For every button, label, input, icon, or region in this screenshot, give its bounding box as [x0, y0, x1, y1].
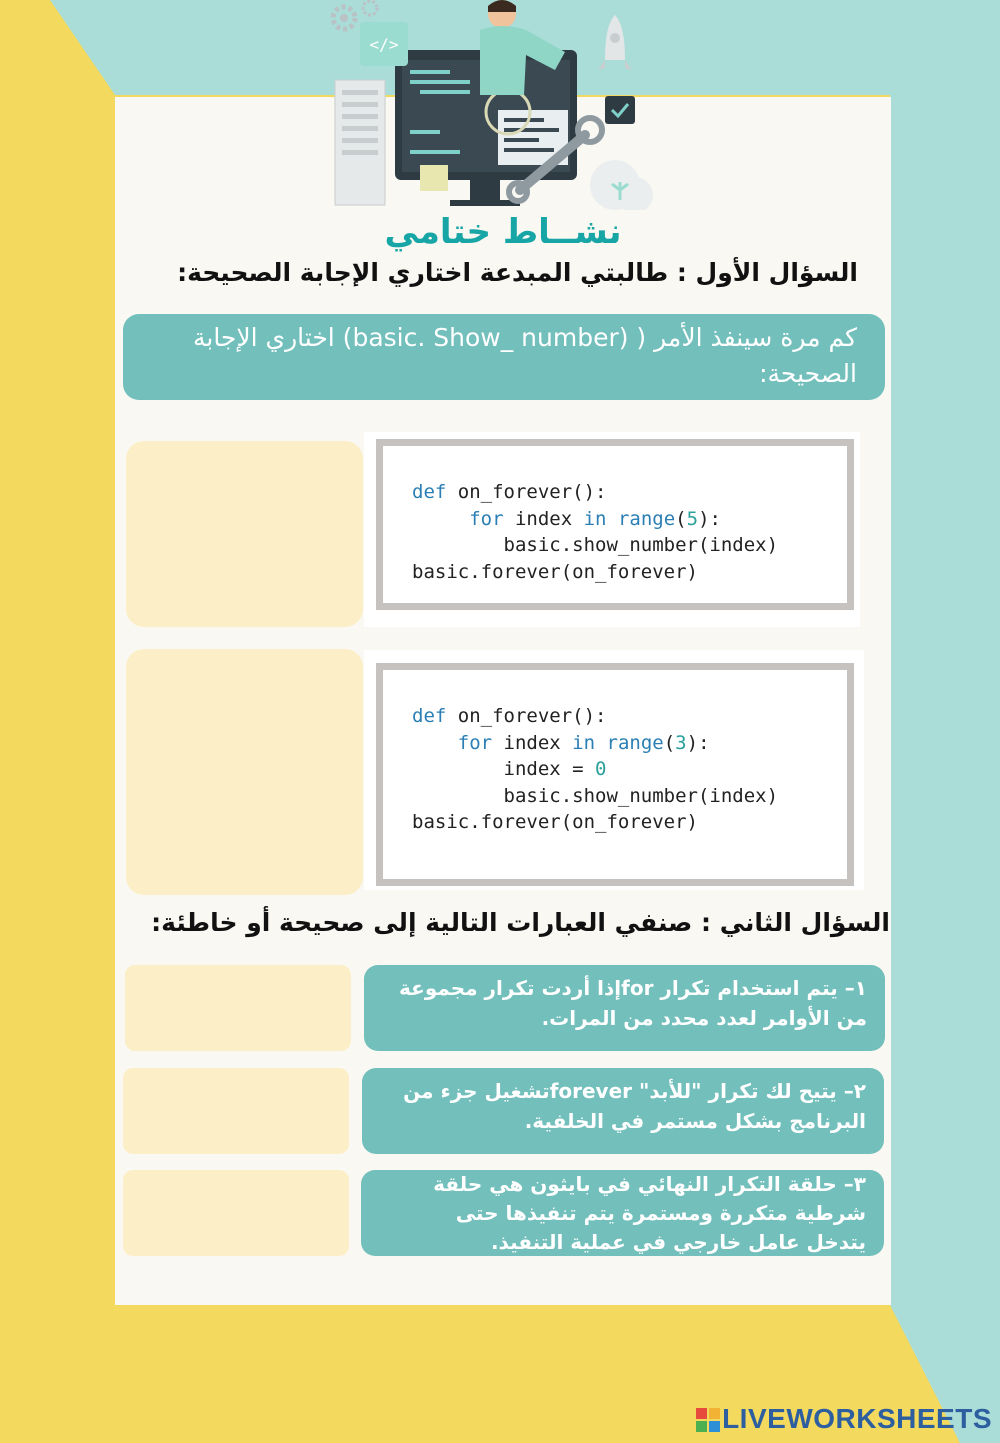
developer-illustration [330, 0, 660, 210]
answer-input-2[interactable] [126, 649, 363, 895]
checkmark-icon [605, 96, 635, 124]
liveworksheets-logo-icon [696, 1408, 720, 1432]
statement-3-box [361, 1170, 884, 1256]
code-block-2-text [412, 703, 778, 836]
statement-3: ٣– حلقة التكرار النهائي في بايثون هي حلقة شرطية متكررة ومستمرة يتم تنفيذها حتى يتدخل عامل خارجي في عملية التنفيذ. [433, 1172, 866, 1254]
page-title: نشــاط ختامي [384, 212, 622, 252]
code-line: def on_forever(): [412, 481, 607, 503]
code-line: basic.show_number(index) [412, 784, 779, 807]
statement-2: ٢– يتيح لك تكرار "للأبد" foreverتشغيل جزء من البرنامج بشكل مستمر في الخلفية. [403, 1079, 866, 1133]
code-line: basic.show_number(index) [412, 534, 779, 556]
code-window-icon [360, 22, 408, 66]
question1-prompt-box [123, 314, 885, 400]
svg-text:</>: </> [369, 35, 399, 54]
code-line: basic.forever(on_forever) [412, 811, 698, 833]
code-line: basic.forever(on_forever) [412, 560, 698, 583]
code-line: index = 0 [412, 758, 607, 780]
answer-input-1[interactable] [126, 441, 363, 627]
code-line: for index in range(5): [469, 507, 721, 530]
answer-input-statement-2[interactable] [123, 1068, 349, 1154]
question1-prompt: كم مرة سينفذ الأمر ( (basic. Show_ number) اختاري الإجابة الصحيحة: [192, 323, 857, 388]
code-block-1-text [412, 479, 778, 585]
statement-1: ١– يتم استخدام تكرار forإذا أردت تكرار مجموعة من الأوامر لعدد محدد من المرات. [399, 976, 867, 1030]
code-block-2 [376, 663, 854, 886]
question2-heading: السؤال الثاني : صنفي العبارات التالية إلى صحيحة أو خاطئة: [151, 908, 890, 937]
question1-heading: السؤال الأول : طالبتي المبدعة اختاري الإجابة الصحيحة: [177, 258, 858, 287]
code-line: for index in range(3): [457, 731, 710, 754]
answer-input-statement-3[interactable] [123, 1170, 349, 1256]
code-block-1 [376, 439, 854, 610]
statement-2-box [362, 1068, 884, 1154]
brand-name: LIVEWORKSHEETS [722, 1403, 992, 1434]
answer-input-statement-1[interactable] [125, 965, 351, 1051]
code-line: def on_forever(): [412, 705, 607, 727]
rocket-icon [598, 15, 632, 70]
statement-1-box [364, 965, 885, 1051]
